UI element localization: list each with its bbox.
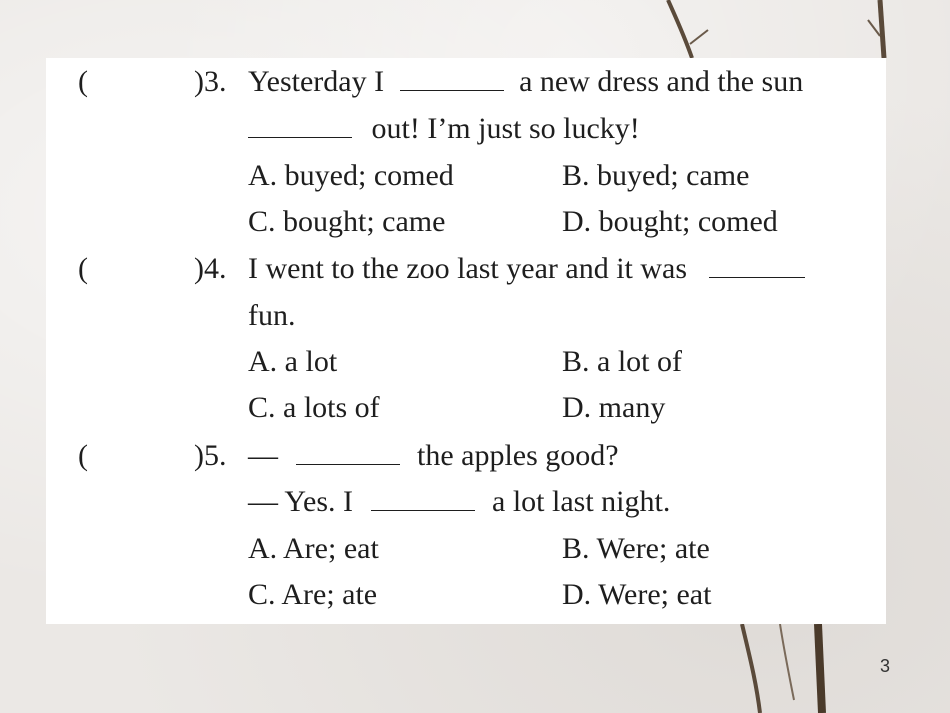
page-number: 3 [880,656,891,676]
question-3-stem-1: Yesterday I a new dress and the sun [248,65,804,98]
question-5-stem-1: — the apples good? [248,439,619,472]
answer-blank [400,64,504,91]
option-c: C. Are; ate [248,578,378,611]
option-b: B. a lot of [562,345,682,378]
option-d: D. Were; eat [562,578,712,611]
option-a: A. Are; eat [248,532,379,565]
option-b: B. buyed; came [562,159,750,192]
question-4-stem-1: I went to the zoo last year and it was [248,251,805,287]
option-a: A. buyed; comed [248,159,454,192]
answer-blank [296,438,400,465]
option-c: C. a lots of [248,391,380,424]
question-number: )3. [194,65,227,98]
answer-blank [709,251,805,278]
question-4-stem-2: fun. [248,299,296,332]
answer-blank [248,111,352,138]
option-a: A. a lot [248,345,338,378]
question-number: )5. [194,439,227,472]
option-b: B. Were; ate [562,532,710,565]
answer-paren: ( [78,65,88,98]
option-c: C. bought; came [248,205,446,238]
question-3-stem-2: out! I’m just so lucky! [248,111,640,147]
answer-paren: ( [78,439,88,472]
question-5-stem-2: — Yes. I a lot last night. [248,485,671,518]
answer-paren: ( [78,252,88,285]
option-d: D. many [562,391,666,424]
answer-blank [371,484,475,511]
question-number: )4. [194,252,227,285]
option-d: D. bought; comed [562,205,778,238]
